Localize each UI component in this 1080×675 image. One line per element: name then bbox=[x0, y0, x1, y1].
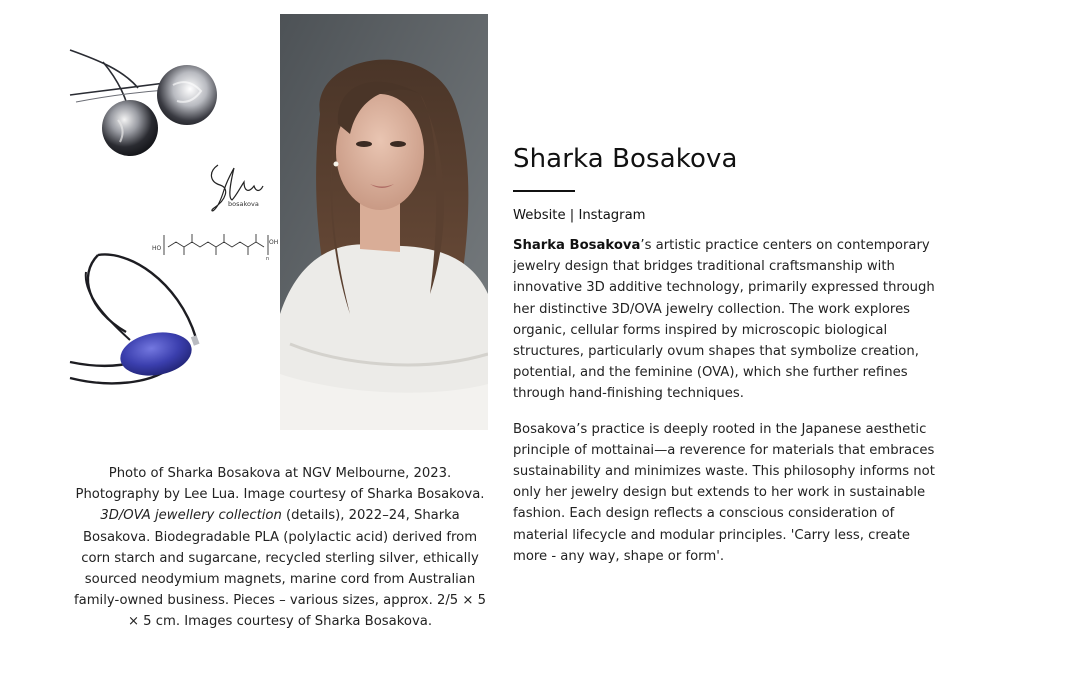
artist-name: Sharka Bosakova bbox=[513, 144, 738, 174]
jewellery-collage-svg bbox=[68, 40, 278, 410]
jewellery-collage bbox=[68, 40, 278, 410]
portrait-photo-svg bbox=[280, 14, 488, 430]
chem-ho: HO bbox=[152, 245, 162, 252]
brand-logo bbox=[211, 165, 263, 211]
artist-links bbox=[513, 208, 938, 223]
website-link[interactable]: Website bbox=[513, 208, 566, 223]
blue-pendant bbox=[117, 327, 195, 381]
image-caption bbox=[70, 463, 490, 633]
brand-logo-text: bosakova bbox=[228, 200, 259, 208]
bio-paragraph-1-text: ’s artistic practice centers on contemporary jewelry design that bridges traditional craftsmanship with innovative 3D additive technology, primarily expressed through her distinctive 3D/OVA jewelry collection. The work explores organic, cellular forms inspired by microscopic biological structures, particularly ovum shapes that symbolize creation, potential, and the feminine (OVA), which she further refines through hand-finishing techniques. bbox=[513, 238, 935, 402]
bead-marbled bbox=[157, 65, 217, 125]
bio-paragraph-2: Bosakova’s practice is deeply rooted in the Japanese aesthetic principle of mottainai—a reverence for materials that embraces sustainability and minimizes waste. This philosophy informs not only her jewelry design but extends to her work in sustainable fashion. Each design reflects a conscious consideration of material lifecycle and modular principles. 'Carry less, create more - any way, shape or form'. bbox=[513, 421, 935, 564]
bead-necklace bbox=[70, 50, 217, 156]
links-separator: | bbox=[569, 208, 575, 223]
bio-paragraph-1 bbox=[513, 235, 938, 405]
caption-collection-title: 3D/OVA jewellery collection bbox=[100, 508, 282, 524]
title-divider bbox=[513, 190, 575, 192]
bead-dark bbox=[102, 100, 158, 156]
portrait-photo bbox=[280, 14, 488, 430]
chemical-formula bbox=[164, 234, 268, 255]
chem-oh: OH bbox=[269, 239, 278, 246]
instagram-link[interactable]: Instagram bbox=[578, 208, 646, 223]
artist-profile bbox=[513, 142, 938, 567]
caption-collection-details: (details), 2022–24, Sharka Bosakova. Biodegradable PLA (polylactic acid) derived from corn starch and sugarcane, recycled sterling silver, ethically sourced neodymium magnets, marine cord from Australian family-owned business. Pieces – various sizes, approx. 2/5 × 5 × 5 cm. Images courtesy of Sharka Bosakova. bbox=[73, 508, 486, 630]
bio-artist-name: Sharka Bosakova bbox=[513, 238, 641, 253]
caption-photo-credit: Photo of Sharka Bosakova at NGV Melbourne, 2023. Photography by Lee Lua. Image courtesy of Sharka Bosakova. bbox=[75, 466, 485, 503]
chem-n: n bbox=[266, 256, 270, 262]
blue-pendant-necklace bbox=[70, 254, 200, 383]
